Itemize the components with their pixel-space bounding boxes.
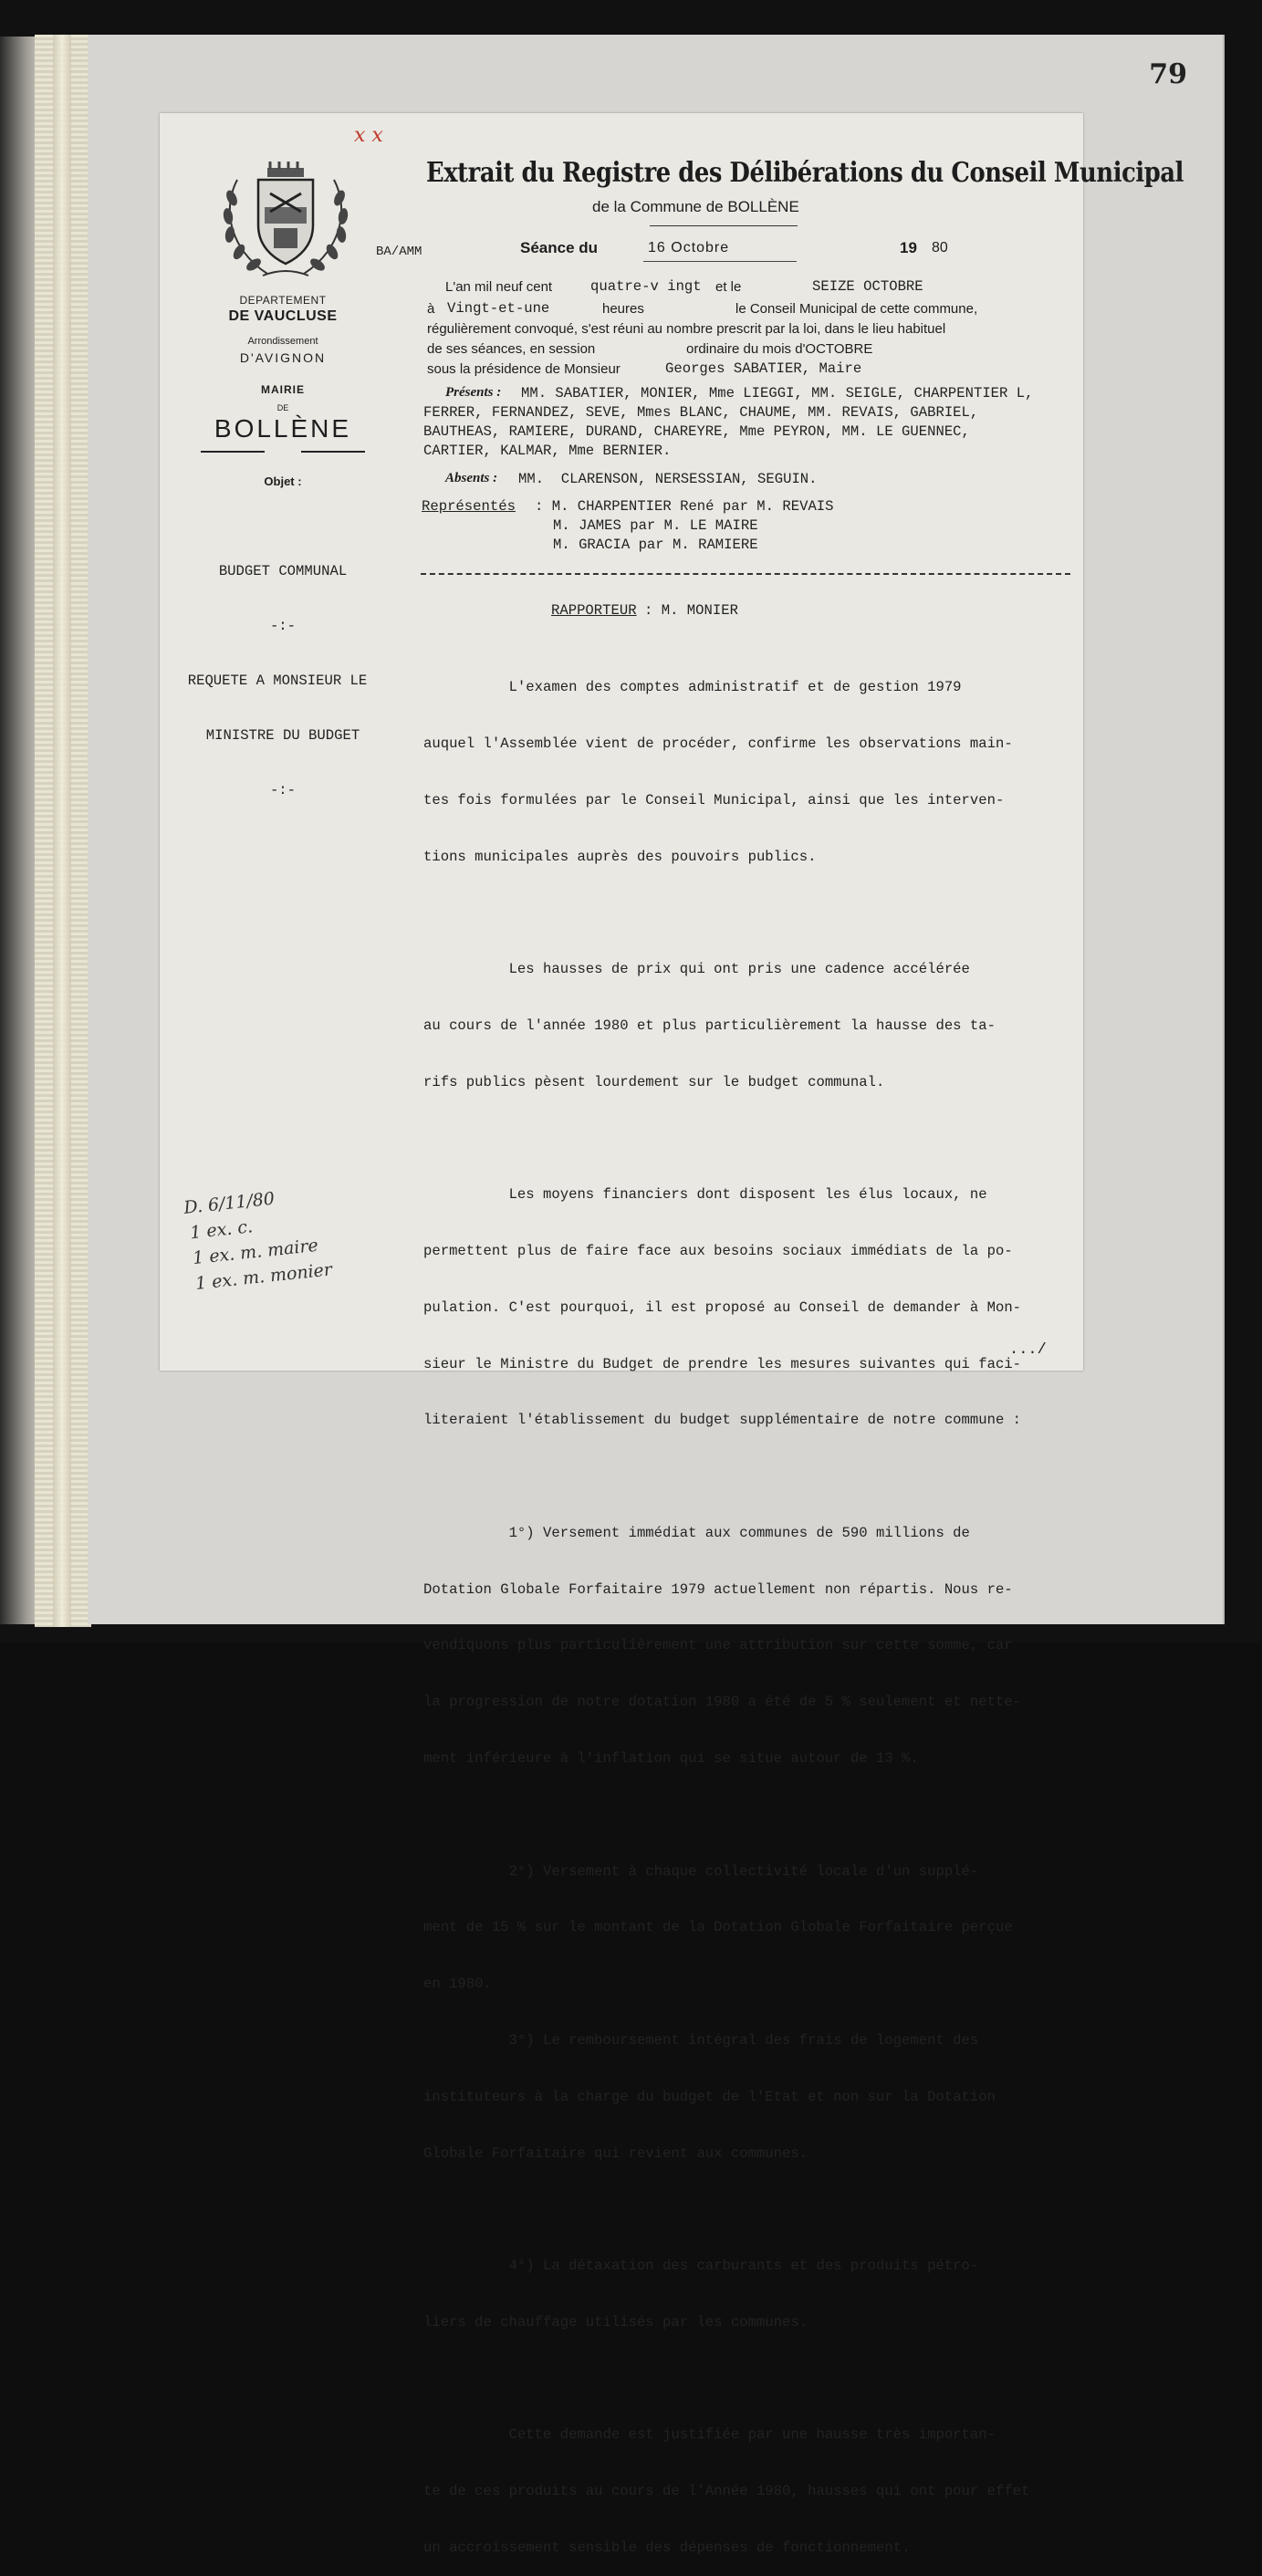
report-line: ment inférieure à l'inflation qui se situe autour de 13 %. <box>423 1750 919 1768</box>
report-line: la progression de notre dotation 1980 a été de 5 % seulement et nette- <box>423 1694 1022 1711</box>
report-line: un accroissement sensible des dépenses de fonctionnement. <box>423 2539 911 2556</box>
de-label: DE <box>276 403 289 412</box>
arrondissement-name: D'AVIGNON <box>239 350 327 365</box>
intro-line-2-b: Vingt-et-une <box>447 300 550 317</box>
handwritten-distribution-note <box>183 1181 333 1298</box>
objet-line-5: -:- <box>269 782 297 798</box>
year-prefix: 19 <box>900 239 917 256</box>
document-subtitle: de la Commune de BOLLÈNE <box>592 198 799 215</box>
report-line: Globale Forfaitaire qui revient aux communes. <box>423 2144 808 2162</box>
year-suffix: 80 <box>932 240 948 256</box>
report-line <box>423 1806 1029 1825</box>
report-line: pulation. C'est pourquoi, il est proposé au Conseil de demander à Mon- <box>423 1298 1022 1316</box>
rapporteur-label: RAPPORTEUR <box>551 602 637 619</box>
departement-name: DE VAUCLUSE <box>228 308 338 324</box>
intro-line-2-a: à <box>427 301 435 317</box>
report-line: rifs publics pèsent lourdement sur le budget communal. <box>423 1073 885 1090</box>
report-line: instituteurs à la charge du budget de l'Etat et non sur la Dotation <box>423 2088 996 2105</box>
report-line <box>423 903 1029 923</box>
report-line: tions municipales auprès des pouvoirs publics. <box>423 848 817 865</box>
rapporteur-name: : M. MONIER <box>644 602 738 619</box>
representes-label: Représentés <box>422 498 516 515</box>
report-line: sieur le Ministre du Budget de prendre les mesures suivantes qui faci- <box>423 1355 1022 1372</box>
report-line <box>423 2370 1029 2389</box>
intro-line-4-b: ordinaire du mois d'OCTOBRE <box>686 341 873 357</box>
objet-line-1: BUDGET COMMUNAL <box>218 563 348 579</box>
intro-line-5-a: sous la présidence de Monsieur <box>427 361 621 377</box>
objet-line-4: MINISTRE DU BUDGET <box>205 727 360 744</box>
report-line: L'examen des comptes administratif et de gestion 1979 <box>423 679 962 696</box>
objet-line-2: -:- <box>269 618 297 634</box>
seance-date-rule <box>643 261 797 262</box>
binding-spine-highlight <box>53 35 71 1627</box>
coat-of-arms-emblem <box>217 157 354 285</box>
report-line: vendiquons plus particulièrement une attribution sur cette somme, car <box>423 1637 1013 1654</box>
intro-line-2-d: le Conseil Municipal de cette commune, <box>735 301 978 317</box>
objet-line-3: REQUETE A MONSIEUR LE <box>187 673 368 689</box>
absents-list: MM. CLARENSON, NERSESSIAN, SEGUIN. <box>518 471 818 487</box>
departement-label: DEPARTEMENT <box>239 294 327 307</box>
representes-line-2: M. JAMES par M. LE MAIRE <box>553 517 758 534</box>
objet-label: Objet : <box>264 475 302 488</box>
mairie-label: MAIRIE <box>261 383 305 396</box>
left-page-edge <box>0 37 37 1624</box>
report-line: literaient l'établissement du budget supplémentaire de notre commune : <box>423 1412 1022 1429</box>
continuation-mark: .../ <box>1009 1341 1047 1359</box>
presents-line-3: BAUTHEAS, RAMIERE, DURAND, CHAREYRE, Mme PEYRON, MM. LE GUENNEC, <box>423 423 970 440</box>
report-line: te de ces produits au cours de l'Année 1980, hausses qui ont pour effet <box>423 2483 1030 2500</box>
report-line: Les hausses de prix qui ont pris une cadence accélérée <box>423 961 970 978</box>
subtitle-rule <box>650 225 798 226</box>
intro-line-1-a: L'an mil neuf cent <box>445 279 553 295</box>
intro-line-2-c: heures <box>602 301 644 317</box>
reference-code: BA/AMM <box>376 245 422 259</box>
intro-line-4-a: de ses séances, en session <box>427 341 596 357</box>
page-number: 79 <box>1149 58 1187 90</box>
report-line <box>423 1129 1029 1148</box>
corner-marks: x x <box>354 124 383 147</box>
report-line: 4°) La détaxation des carburants et des produits pétro- <box>423 2258 979 2275</box>
document-title: Extrait du Registre des Délibérations du Conseil Municipal <box>426 157 1184 189</box>
report-line: en 1980. <box>423 1976 492 1993</box>
report-line: Cette demande est justifiée par une hausse très importan- <box>423 2426 996 2444</box>
presents-line-2: FERRER, FERNANDEZ, SEVE, Mmes BLANC, CHAUME, MM. REVAIS, GABRIEL, <box>423 404 979 421</box>
intro-line-1-d: SEIZE OCTOBRE <box>812 278 923 295</box>
intro-line-1-b: quatre-v ingt <box>590 278 702 295</box>
handwritten-line: D. 6/11/80 <box>183 1188 276 1218</box>
report-line: 2°) Versement à chaque collectivité locale d'un supplé- <box>423 1862 979 1880</box>
report-line: Dotation Globale Forfaitaire 1979 actuellement non répartis. Nous re- <box>423 1580 1013 1598</box>
report-line: Les moyens financiers dont disposent les élus locaux, ne <box>423 1186 987 1204</box>
report-line <box>423 2200 1029 2219</box>
absents-label: Absents : <box>445 471 498 485</box>
seance-date: 16 Octobre <box>648 240 730 256</box>
representes-line-1: : M. CHARPENTIER René par M. REVAIS <box>535 498 834 515</box>
report-body <box>423 641 1029 2576</box>
arrondissement-label: Arrondissement <box>247 336 318 347</box>
presents-line-4: CARTIER, KALMAR, Mme BERNIER. <box>423 443 672 459</box>
report-line: ment de 15 % sur le montant de la Dotation Globale Forfaitaire perçue <box>423 1919 1013 1936</box>
presents-label: Présents : <box>445 385 502 400</box>
intro-line-1-c: et le <box>715 279 742 295</box>
handwritten-line: 1 ex. m. monier <box>194 1259 333 1294</box>
report-line: au cours de l'année 1980 et plus particulièrement la hausse des ta- <box>423 1017 996 1034</box>
commune-name: BOLLÈNE <box>214 414 352 443</box>
report-line: liers de chauffage utilisés par les communes. <box>423 2313 808 2331</box>
handwritten-line: 1 ex. m. maire <box>192 1235 319 1269</box>
intro-line-3: régulièrement convoqué, s'est réuni au nombre prescrit par la loi, dans le lieu habituel <box>427 321 946 337</box>
report-line: tes fois formulées par le Conseil Municipal, ainsi que les interven- <box>423 791 1005 808</box>
report-line <box>423 1467 1029 1486</box>
report-line: auquel l'Assemblée vient de procéder, confirme les observations main- <box>423 735 1013 752</box>
handwritten-line: 1 ex. c. <box>189 1216 255 1244</box>
representes-line-3: M. GRACIA par M. RAMIERE <box>553 537 758 553</box>
dashed-separator <box>421 573 1070 575</box>
seance-label: Séance du <box>520 239 599 256</box>
report-line: 3°) Le remboursement intégral des frais de logement des <box>423 2031 979 2049</box>
presents-line-1: MM. SABATIER, MONIER, Mme LIEGGI, MM. SEIGLE, CHARPENTIER L, <box>521 385 1034 402</box>
intro-line-5-b: Georges SABATIER, Maire <box>665 360 862 377</box>
report-line: 1°) Versement immédiat aux communes de 590 millions de <box>423 1524 970 1541</box>
flourish-divider <box>201 449 365 454</box>
report-line: permettent plus de faire face aux besoins sociaux immédiats de la po- <box>423 1243 1013 1259</box>
